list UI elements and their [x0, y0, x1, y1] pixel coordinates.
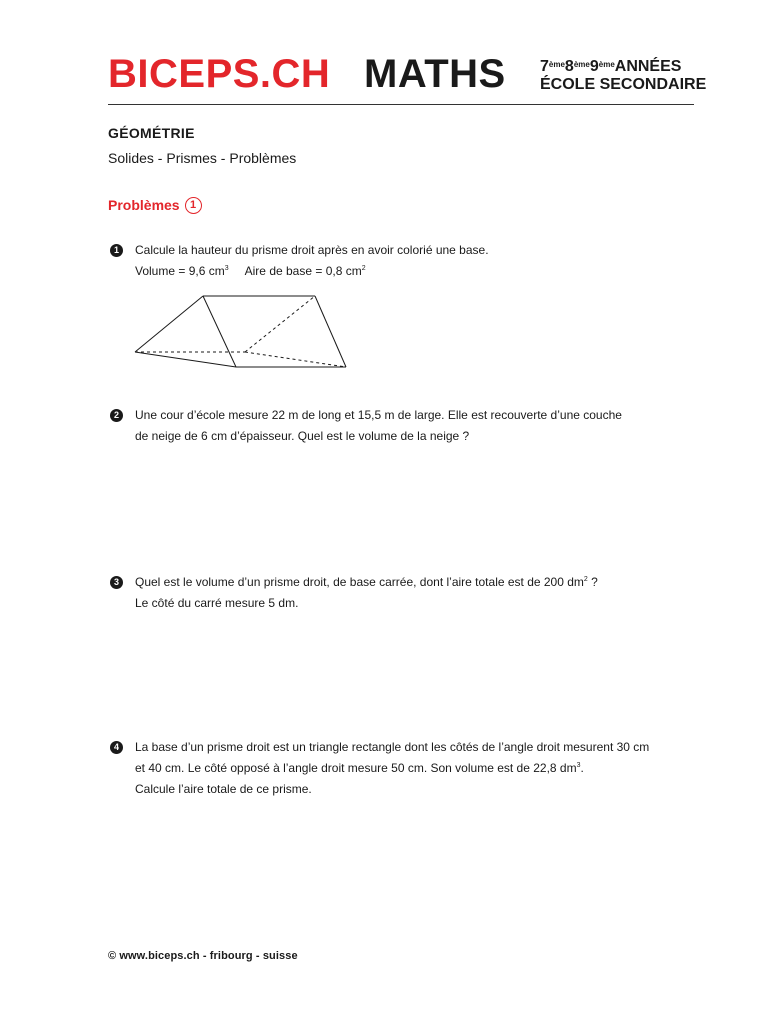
exercise-2-text-line1: Une cour d’école mesure 22 m de long et 15,5 m de large. Elle est recouverte d’une couche — [135, 408, 622, 422]
header-divider — [108, 104, 694, 105]
exercise-1-volume: Volume = 9,6 cm — [135, 264, 225, 278]
exercise-3-text-line1: Quel est le volume d’un prisme droit, de base carrée, dont l’aire totale est de 200 $dm^2$ ? — [135, 575, 598, 589]
prism-edge — [203, 296, 236, 367]
prism-hidden-edge — [245, 352, 346, 367]
exercise-1-number: 1 — [110, 244, 123, 257]
years-label: ANNÉES — [614, 58, 682, 75]
exercise-1-data: Volume = 9,6 $cm^3$ Aire de base = 0,8 $cm^2$ — [135, 264, 366, 278]
grade-8: 8 — [564, 58, 574, 75]
exercise-2-number: 2 — [110, 409, 123, 422]
exercise-4-text-line3: Calcule l’aire totale de ce prisme. — [135, 782, 312, 796]
section-subtitle: Solides - Prismes - Problèmes — [108, 150, 297, 166]
exercise-2-text-line2: de neige de 6 cm d’épaisseur. Quel est le volume de la neige ? — [135, 429, 470, 443]
problems-heading — [108, 197, 202, 215]
exercise-3-number: 3 — [110, 576, 123, 589]
exercise-4-number: 4 — [110, 741, 123, 754]
grade-7: 7 — [540, 58, 549, 75]
exercise-1-base-area: Aire de base = 0,8 cm — [244, 264, 362, 278]
grade-levels — [540, 58, 681, 76]
section-title: GÉOMÉTRIE — [108, 125, 195, 141]
grade-8-suffix: ème — [573, 60, 590, 69]
prism-diagram — [130, 290, 355, 375]
school-level: ÉCOLE SECONDAIRE — [540, 76, 707, 93]
grade-9-suffix: ème — [598, 60, 615, 69]
exercise-1-text: Calcule la hauteur du prisme droit après en avoir colorié une base. — [135, 243, 489, 257]
brand-logo: BICEPS.CH — [108, 52, 331, 96]
subject-title: MATHS — [364, 52, 506, 96]
grade-7-suffix: ème — [548, 60, 565, 69]
problems-number-badge: 1 — [185, 197, 202, 214]
prism-edge — [315, 296, 346, 367]
exercise-4-text-line2: et 40 cm. Le côté opposé à l’angle droit mesure 50 cm. Son volume est de 22,8 $dm^3$. — [135, 761, 584, 775]
exercise-4-text-line1: La base d’un prisme droit est un triangle rectangle dont les côtés de l’angle droit mesurent 30 cm — [135, 740, 650, 754]
exercise-3-text-line2: Le côté du carré mesure 5 dm. — [135, 596, 299, 610]
footer-copyright: © www.biceps.ch - fribourg - suisse — [108, 950, 298, 962]
problems-label: Problèmes — [108, 197, 180, 213]
grade-9: 9 — [589, 58, 599, 75]
prism-hidden-edge — [245, 296, 315, 352]
prism-edge — [135, 352, 236, 367]
prism-edge — [135, 296, 203, 352]
